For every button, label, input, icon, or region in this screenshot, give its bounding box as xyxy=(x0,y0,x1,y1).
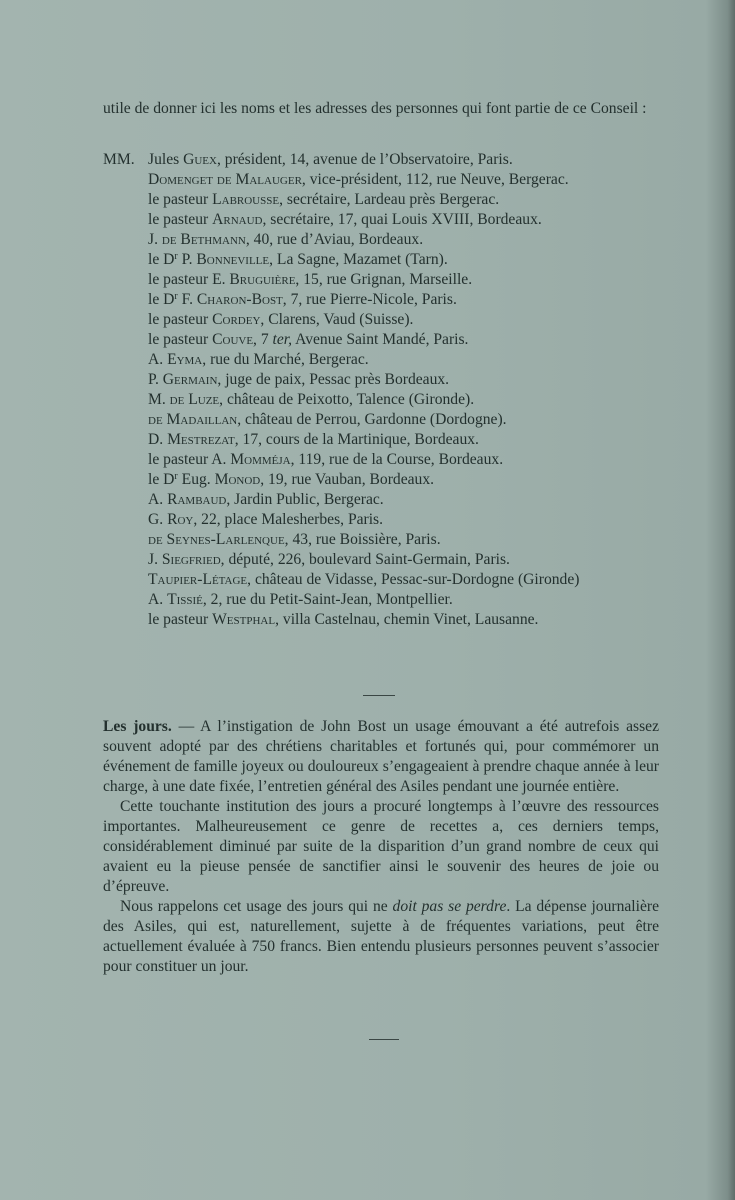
member-suffix: , château de Perrou, Gardonne (Dordogne). xyxy=(237,411,507,428)
member-suffix: , 22, place Malesherbes, Paris. xyxy=(193,511,384,528)
member-suffix: , 40, rue d’Aviau, Bordeaux. xyxy=(245,231,424,248)
article-p3-text-b: . La dépense journalière des Asiles, qui est, naturellement, sujette à de fréquentes variations, peut être actuellement évaluée à 750 francs. Bien entendu plusieurs personnes peuvent s’associer pour constituer un jour. xyxy=(103,898,659,975)
member-suffix: , secrétaire, 17, quai Louis XVIII, Bordeaux. xyxy=(262,211,542,228)
member-entry xyxy=(148,230,659,250)
member-name: de Seynes-Larlenque xyxy=(148,531,285,548)
article-heading: Les jours. xyxy=(103,718,172,735)
member-suffix: , 19, rue Vauban, Bordeaux. xyxy=(260,471,435,488)
member-prefix2: F. xyxy=(177,291,197,308)
member-prefix: le pasteur A. xyxy=(148,451,231,468)
member-name: Labrousse xyxy=(212,191,280,208)
member-name: Germain xyxy=(162,371,218,388)
member-prefix: J. xyxy=(148,551,162,568)
member-suffix: , château de Vidasse, Pessac-sur-Dordogne (Gironde) xyxy=(247,571,580,588)
member-entry xyxy=(148,170,659,190)
member-name: Guex xyxy=(183,151,217,168)
member-prefix: le pasteur xyxy=(148,611,213,628)
intro-text: utile de donner ici les noms et les adresses des personnes qui font partie de ce Conseil : xyxy=(103,100,647,117)
member-prefix: M. xyxy=(148,391,170,408)
member-entry xyxy=(148,450,659,470)
member-name: Tissié xyxy=(167,591,203,608)
member-entry xyxy=(148,350,659,370)
member-name: Rambaud xyxy=(167,491,227,508)
member-entry xyxy=(148,390,659,410)
article-p3-italic: doit pas se perdre xyxy=(392,898,507,915)
member-prefix: le pasteur xyxy=(148,191,213,208)
member-prefix2: Eug. xyxy=(177,471,215,488)
member-entry xyxy=(148,610,659,630)
section-divider xyxy=(363,695,395,696)
member-name: de Madaillan xyxy=(148,411,238,428)
member-name: Cordey xyxy=(212,311,261,328)
member-name: Domenget de Malauger xyxy=(148,171,302,188)
member-name: Siegfried xyxy=(161,551,221,568)
member-suffix: , Clarens, Vaud (Suisse). xyxy=(260,311,414,328)
member-entry xyxy=(148,210,659,230)
article-p1-text: — A l’instigation de John Bost un usage émouvant a été autrefois assez souvent adopté par des chrétiens charitables et fortunés qui, pour commémorer un événement de famille joyeux ou douloureux s’engageaient à prendre chaque année à leur charge, à une date fixée, l’entretien général des Asiles pendant une journée entière. xyxy=(103,718,659,795)
member-name: Mestrezat xyxy=(167,431,235,448)
member-entry xyxy=(148,410,659,430)
member-prefix: A. xyxy=(148,591,168,608)
member-name: Roy xyxy=(167,511,194,528)
member-prefix: le D xyxy=(148,251,175,268)
member-entry xyxy=(148,590,659,610)
member-suffix: , rue du Marché, Bergerac. xyxy=(202,351,369,368)
member-name: de Bethmann xyxy=(161,231,246,248)
member-prefix: A. xyxy=(148,491,168,508)
member-suffix: , juge de paix, Pessac près Bordeaux. xyxy=(217,371,450,388)
member-entries xyxy=(103,150,659,630)
member-entry xyxy=(148,310,659,330)
article-paragraph-2: Cette touchante institution des jours a procuré longtemps à l’œuvre des ressources importantes. Malheureusement ce genre de recettes a, ces derniers temps, considérablement diminué par suite de la disparition d’un grand nombre de ceux qui avaient eu la pieuse pensée de sanctifier ainsi le souvenir des heures de joie ou d’épreuve. xyxy=(103,798,659,895)
member-suffix: , 2, rue du Petit-Saint-Jean, Montpellier. xyxy=(202,591,453,608)
member-prefix: le pasteur E. xyxy=(148,271,230,288)
member-suffix: , Jardin Public, Bergerac. xyxy=(226,491,384,508)
member-prefix: le pasteur xyxy=(148,211,213,228)
member-entry xyxy=(148,370,659,390)
member-sup: r xyxy=(174,291,178,302)
member-sup: r xyxy=(174,251,178,262)
member-prefix: le D xyxy=(148,291,175,308)
member-name: Charon-Bost xyxy=(196,291,283,308)
member-name: Momméja xyxy=(230,451,291,468)
member-name: Bonneville xyxy=(196,251,270,268)
member-prefix: J. xyxy=(148,231,162,248)
member-entry xyxy=(148,570,659,590)
council-members-list xyxy=(103,150,659,630)
member-name: Eyma xyxy=(167,351,203,368)
end-divider xyxy=(369,1039,399,1040)
member-prefix: le D xyxy=(148,471,175,488)
member-entry xyxy=(148,250,659,270)
member-name: Monod xyxy=(214,471,261,488)
member-entry xyxy=(148,470,659,490)
member-entry xyxy=(148,530,659,550)
member-suffix: , 119, rue de la Course, Bordeaux. xyxy=(290,451,504,468)
member-entry xyxy=(148,550,659,570)
member-suffix: , président, 14, avenue de l’Observatoire, Paris. xyxy=(216,151,513,168)
member-entry xyxy=(148,490,659,510)
member-suffix: , villa Castelnau, chemin Vinet, Lausanne. xyxy=(275,611,539,628)
intro-paragraph xyxy=(103,99,659,119)
article-les-jours xyxy=(103,717,659,977)
member-prefix: Jules xyxy=(148,151,184,168)
member-prefix: G. xyxy=(148,511,168,528)
member-sup: r xyxy=(174,471,178,482)
member-entry xyxy=(148,290,659,310)
member-name: Taupier-Létage xyxy=(148,571,248,588)
article-paragraph-1 xyxy=(103,717,659,797)
member-suffix: , 43, rue Boissière, Paris. xyxy=(284,531,441,548)
member-entry xyxy=(148,190,659,210)
member-name: Arnaud xyxy=(212,211,263,228)
member-name: Bruguière xyxy=(229,271,296,288)
members-label: MM. xyxy=(103,151,135,168)
member-prefix: P. xyxy=(148,371,163,388)
member-suffix: , député, 226, boulevard Saint-Germain, Paris. xyxy=(220,551,510,568)
member-suffix: , vice-président, 112, rue Neuve, Bergerac. xyxy=(301,171,569,188)
member-suffix2: Avenue Saint Mandé, Paris. xyxy=(292,331,469,348)
member-suffix: , 15, rue Grignan, Marseille. xyxy=(295,271,473,288)
member-suffix: , La Sagne, Mazamet (Tarn). xyxy=(269,251,448,268)
member-prefix: le pasteur xyxy=(148,311,213,328)
member-prefix2: P. xyxy=(177,251,197,268)
member-suffix: , secrétaire, Lardeau près Bergerac. xyxy=(279,191,500,208)
member-entry xyxy=(148,330,659,350)
members-block xyxy=(103,150,659,630)
member-italic: ter, xyxy=(272,331,293,348)
member-entry xyxy=(148,270,659,290)
article-paragraph-3 xyxy=(103,897,659,977)
member-suffix: , 17, cours de la Martinique, Bordeaux. xyxy=(234,431,479,448)
member-suffix: , 7, rue Pierre-Nicole, Paris. xyxy=(282,291,457,308)
member-suffix: , château de Peixotto, Talence (Gironde). xyxy=(219,391,475,408)
member-entry xyxy=(148,430,659,450)
member-name: Couve xyxy=(212,331,254,348)
member-entry xyxy=(148,150,659,170)
member-prefix: A. xyxy=(148,351,168,368)
member-name: de Luze xyxy=(169,391,220,408)
member-entry xyxy=(148,510,659,530)
member-name: Westphal xyxy=(212,611,276,628)
article-p3-text-a: Nous rappelons cet usage des jours qui ne xyxy=(120,898,393,915)
member-prefix: le pasteur xyxy=(148,331,213,348)
member-prefix: D. xyxy=(148,431,168,448)
member-suffix: , 7 xyxy=(253,331,273,348)
